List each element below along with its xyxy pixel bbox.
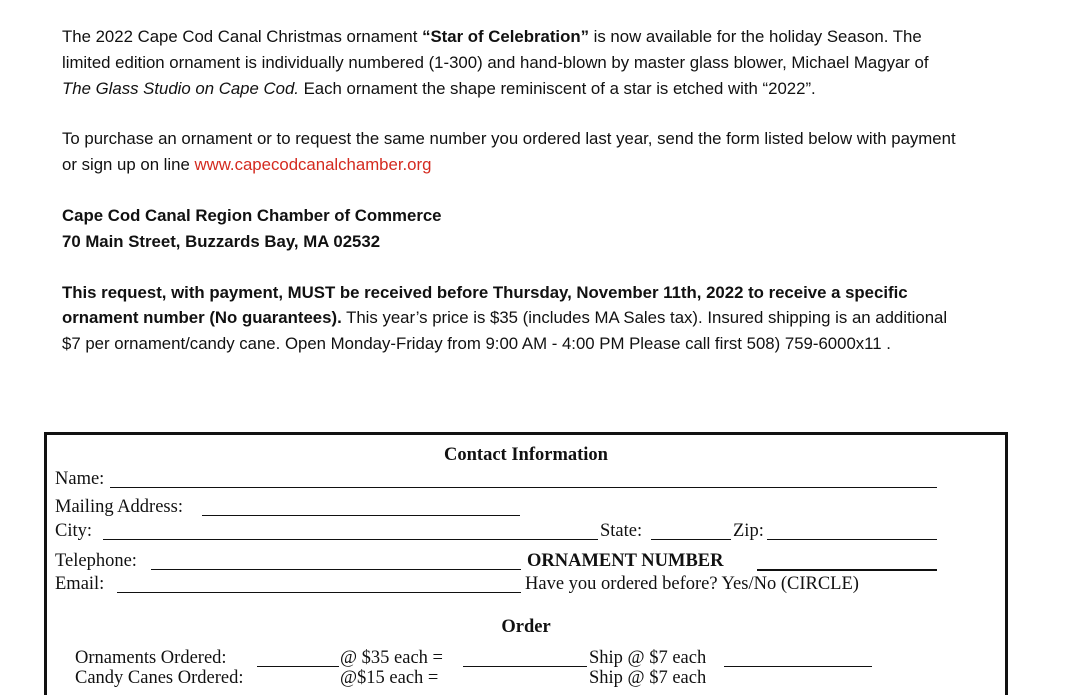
deadline-text: This request, with payment, MUST be received before Thursday, November 11th, 2022 to receive a specific ornament number (No guarantees). (62, 282, 908, 328)
ordered-before-question[interactable]: Have you ordered before? Yes/No (CIRCLE) (525, 574, 859, 594)
ornament-number-label: ORNAMENT NUMBER (527, 551, 724, 571)
state-field[interactable] (651, 539, 731, 540)
ornaments-qty-field[interactable] (257, 666, 339, 667)
announcement-text-2: is now available for the holiday Season. The limited edition ornament is individually numbered (1-300) and hand-blown by master glass blower, Michael Magyar of (62, 27, 929, 72)
mailing-address-label: Mailing Address: (55, 497, 183, 517)
state-label: State: (600, 521, 643, 541)
telephone-label: Telephone: (55, 551, 137, 571)
zip-field[interactable] (767, 539, 937, 540)
announcement-text-3: Each ornament the shape reminiscent of a star is etched with “2022”. (298, 78, 816, 98)
chamber-street: 70 Main Street, Buzzards Bay, MA 02532 (62, 231, 381, 251)
price-text: This year’s price is $35 (includes MA Sales tax). Insured shipping is an additional $7 per ornament/candy cane. Open Monday-Friday from 9:00 AM - 4:00 PM Please call first 508) 759-6000x11 . (62, 308, 948, 354)
mailing-address-field[interactable] (202, 515, 520, 516)
announcement-text: The 2022 Cape Cod Canal Christmas ornament (62, 27, 423, 46)
chamber-name: Cape Cod Canal Region Chamber of Commerce (62, 205, 442, 225)
telephone-field[interactable] (151, 569, 521, 570)
ornaments-ordered-label: Ornaments Ordered: (75, 648, 227, 668)
email-field[interactable] (117, 592, 521, 593)
email-label: Email: (55, 574, 105, 594)
order-title: Order (501, 617, 551, 637)
purchase-text: To purchase an ornament or to request the same number you ordered last year, send the form listed below with payment or sign up on line (62, 129, 956, 175)
deadline-paragraph (62, 280, 962, 357)
ornament-ship-field[interactable] (724, 666, 872, 667)
ornament-price: @ $35 each = (340, 648, 443, 668)
ornament-name: “Star of Celebration” (422, 27, 589, 46)
announcement-paragraph (62, 24, 962, 101)
city-field[interactable] (103, 539, 598, 540)
ornament-number-field[interactable] (757, 569, 937, 571)
name-label: Name: (55, 469, 105, 489)
contact-title: Contact Information (444, 445, 608, 465)
candy-price: @$15 each = (340, 668, 439, 688)
zip-label: Zip: (733, 521, 764, 541)
order-form (44, 432, 1008, 695)
intro-text (62, 24, 962, 357)
candy-ship-label: Ship @ $7 each (589, 668, 707, 688)
ornaments-total-field[interactable] (463, 666, 587, 667)
purchase-paragraph (62, 126, 962, 178)
studio-name: The Glass Studio on Cape Cod. (62, 78, 299, 98)
ornament-ship-label: Ship @ $7 each (589, 648, 707, 668)
city-label: City: (55, 521, 93, 541)
website-link[interactable]: www.capecodcanalchamber.org (194, 155, 432, 175)
candy-canes-label: Candy Canes Ordered: (75, 668, 244, 688)
name-field[interactable] (110, 487, 937, 488)
